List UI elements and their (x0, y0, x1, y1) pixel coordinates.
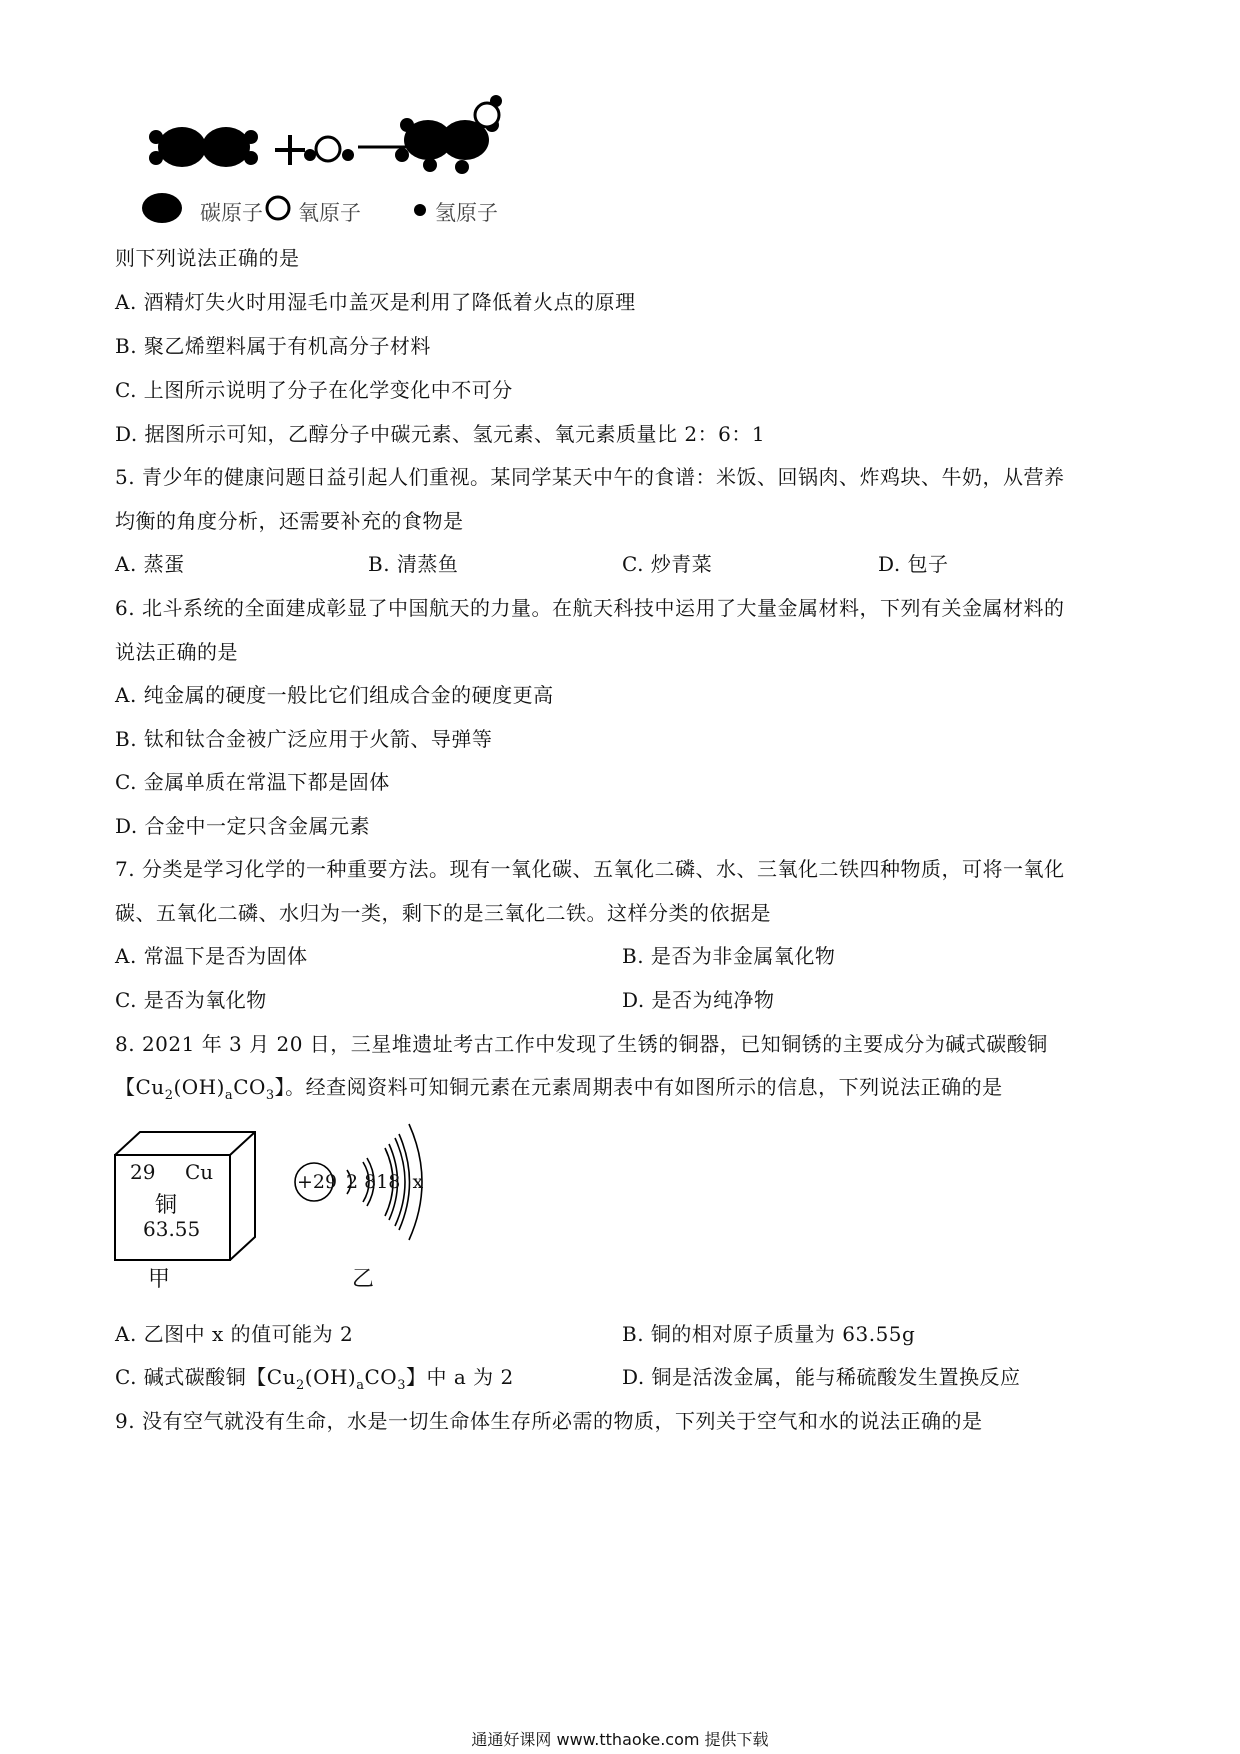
q4-option-a: A. 酒精灯失火时用湿毛巾盖灭是利用了降低着火点的原理 (115, 290, 636, 314)
q8-option-c-part: 】中 a 为 2 (405, 1365, 514, 1389)
ethylene-molecule (149, 127, 258, 167)
q8-formula-part: (OH) (173, 1075, 225, 1099)
q8-option-b: B. 铜的相对原子质量为 63.55g (622, 1322, 916, 1346)
q7-option-a: A. 常温下是否为固体 (115, 944, 308, 968)
water-molecule (304, 137, 354, 161)
q8-option-a: A. 乙图中 x 的值可能为 2 (115, 1322, 354, 1346)
q4-option-c: C. 上图所示说明了分子在化学变化中不可分 (115, 378, 513, 402)
q8-option-d: D. 铜是活泼金属，能与稀硫酸发生置换反应 (622, 1365, 1021, 1389)
q5-option-b: B. 清蒸鱼 (368, 552, 459, 576)
element-name: 铜 (155, 1193, 178, 1218)
q6-option-b: B. 钛和钛合金被广泛应用于火箭、导弹等 (115, 727, 493, 751)
q8-stem-text: 】。经查阅资料可知铜元素在元素周期表中有如图所示的信息，下列说法正确的是 (274, 1075, 1003, 1099)
q5-option-d: D. 包子 (878, 552, 949, 576)
q5-stem-line1: 5. 青少年的健康问题日益引起人们重视。某同学某天中午的食谱：米饭、回锅肉、炸鸡块、牛奶，从营养 (115, 465, 1065, 489)
q8-formula-sub: 2 (164, 1088, 174, 1103)
q8-option-c-part: (OH) (304, 1365, 357, 1389)
q5-option-a: A. 蒸蛋 (115, 552, 185, 576)
q4-stem: 则下列说法正确的是 (115, 246, 300, 270)
q8-option-c-sub: 2 (296, 1378, 305, 1393)
q8-stem-line1: 8. 2021 年 3 月 20 日，三星堆遗址考古工作中发现了生锈的铜器，已知铜锈的主要成分为碱式碳酸铜 (115, 1032, 1048, 1056)
q6-option-a: A. 纯金属的硬度一般比它们组成合金的硬度更高 (115, 683, 554, 707)
page-footer: 通通好课网 www.tthaoke.com 提供下载 (471, 1730, 769, 1749)
q8-formula-sub: 3 (265, 1088, 275, 1103)
q5-option-c: C. 炒青菜 (622, 552, 713, 576)
q6-stem-line1: 6. 北斗系统的全面建成彰显了中国航天的力量。在航天科技中运用了大量金属材料，下列有关金属材料的 (115, 596, 1065, 620)
q6-option-c: C. 金属单质在常温下都是固体 (115, 770, 390, 794)
q8-formula-sub: a (224, 1088, 234, 1103)
q8-stem-line2 (115, 1071, 1003, 1103)
q5-stem-line2: 均衡的角度分析，还需要补充的食物是 (115, 509, 464, 533)
q7-stem-line1: 7. 分类是学习化学的一种重要方法。现有一氧化碳、五氧化二磷、水、三氧化二铁四种物质，可将一氧化 (115, 857, 1065, 881)
legend-hydrogen-icon (414, 204, 426, 216)
q7-stem-line2: 碳、五氧化二磷、水归为一类，剩下的是三氧化二铁。这样分类的依据是 (115, 901, 771, 925)
q4-option-d: D. 据图所示可知，乙醇分子中碳元素、氢元素、氧元素质量比 2：6：1 (115, 422, 766, 446)
q7-option-b: B. 是否为非金属氧化物 (622, 944, 836, 968)
q8-option-c-part: C. 碱式碳酸铜【Cu (115, 1365, 296, 1389)
legend-oxygen-label: 氧原子 (298, 201, 361, 225)
ethanol-molecule (395, 95, 502, 174)
q8-formula-part: 【Cu (115, 1075, 165, 1099)
q7-option-d: D. 是否为纯净物 (622, 988, 775, 1012)
q8-option-c-part: CO (364, 1365, 398, 1389)
q6-stem-line2: 说法正确的是 (115, 640, 238, 664)
legend-oxygen-icon (267, 197, 289, 219)
legend-hydrogen-label: 氢原子 (435, 201, 498, 225)
q4-option-b: B. 聚乙烯塑料属于有机高分子材料 (115, 334, 431, 358)
plus-sign (275, 135, 305, 165)
atom-shell-electrons: 2 818 x (346, 1171, 424, 1193)
legend-carbon-icon (142, 193, 182, 223)
q8-option-c-sub: a (356, 1378, 365, 1393)
q9-stem-line1: 9. 没有空气就没有生命，水是一切生命体生存所必需的物质，下列关于空气和水的说法正确的是 (115, 1409, 983, 1433)
q6-option-d: D. 合金中一定只含金属元素 (115, 814, 371, 838)
figure-label-yi: 乙 (352, 1267, 375, 1292)
atom-nucleus-charge: +29 (297, 1171, 338, 1193)
element-mass: 63.55 (143, 1217, 201, 1241)
q8-option-c-sub: 3 (397, 1378, 406, 1393)
q8-option-c (115, 1361, 514, 1393)
element-symbol: Cu (185, 1160, 214, 1184)
figure-label-jia: 甲 (148, 1267, 171, 1292)
q8-formula-part: CO (233, 1075, 266, 1099)
legend-carbon-label: 碳原子 (200, 201, 263, 225)
q7-option-c: C. 是否为氧化物 (115, 988, 267, 1012)
element-number: 29 (130, 1160, 156, 1184)
element-cell-figure (110, 1130, 270, 1265)
